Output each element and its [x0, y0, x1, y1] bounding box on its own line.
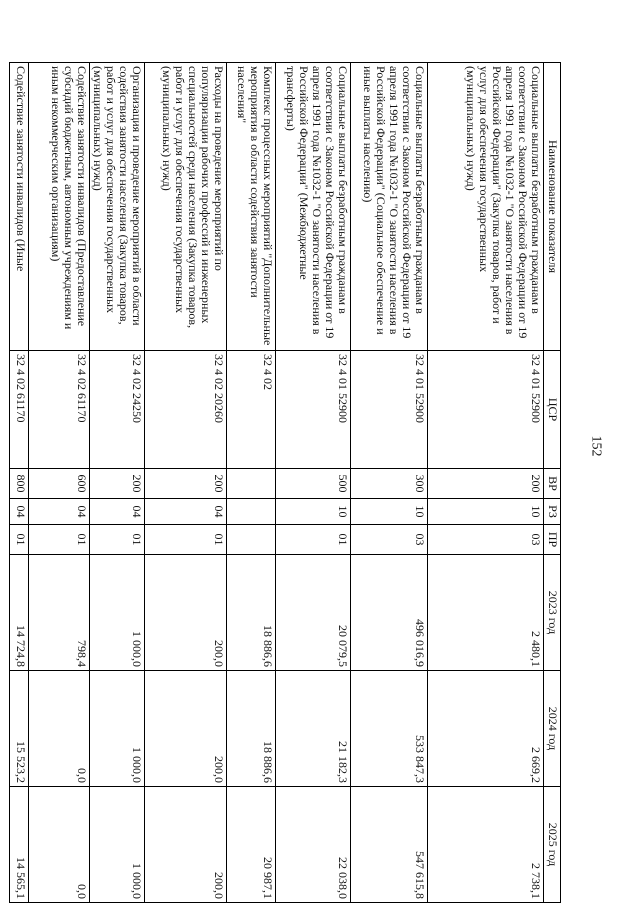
- cell-name: Социальные выплаты безработным гражданам в соответствии с Законом Российской Федерации от 19 апреля 1991 года №1032-1 "О занятости населения в Российской Федерации" (Социальное обеспечение и иные выплаты населению): [351, 63, 428, 351]
- cell-name: Содействие занятости инвалидов (Предоставление субсидий бюджетным, автономным учреждениям и иным некоммерческим организациям): [29, 63, 90, 351]
- cell-rz: 04: [145, 499, 227, 525]
- cell-rz: 10: [428, 499, 544, 525]
- cell-2024: 533 847,3: [351, 671, 428, 787]
- cell-2023: 798,4: [29, 555, 90, 671]
- cell-rz: 04: [29, 499, 90, 525]
- cell-2025: 22 038,0: [276, 787, 351, 903]
- cell-vr: 200: [428, 469, 544, 499]
- cell-2024: 200,0: [145, 671, 227, 787]
- table-row: [10, 63, 29, 903]
- cell-2023: 2 480,1: [428, 555, 544, 671]
- table-row: [276, 63, 351, 903]
- cell-name: Социальные выплаты безработным гражданам в соответствии с Законом Российской Федерации от 19 апреля 1991 года №1032-1 "О занятости населения в Российской Федерации" (Межбюджетные трансферты): [276, 63, 351, 351]
- cell-2025: 2 738,1: [428, 787, 544, 903]
- header-pr: ПР: [544, 525, 561, 555]
- cell-csr: 32 4 02 61170: [10, 351, 29, 469]
- cell-name: Комплекс процессных мероприятий "Дополнительные мероприятия в области содействия занятости населения": [227, 63, 276, 351]
- header-2023: 2023 год: [544, 555, 561, 671]
- header-name: Наименование показателя: [544, 63, 561, 351]
- header-csr: ЦСР: [544, 351, 561, 469]
- cell-pr: 01: [90, 525, 145, 555]
- cell-2025: 20 987,1: [227, 787, 276, 903]
- cell-2025: 14 565,1: [10, 787, 29, 903]
- budget-table: [9, 62, 561, 903]
- cell-2023: 1 000,0: [90, 555, 145, 671]
- header-rz: РЗ: [544, 499, 561, 525]
- table-row: [351, 63, 428, 903]
- page-number: 152: [588, 435, 604, 457]
- cell-2024: 15 523,2: [10, 671, 29, 787]
- cell-2023: 14 724,8: [10, 555, 29, 671]
- cell-vr: 200: [90, 469, 145, 499]
- cell-2024: 2 669,2: [428, 671, 544, 787]
- cell-pr: 01: [10, 525, 29, 555]
- cell-csr: 32 4 02: [227, 351, 276, 469]
- cell-2025: 547 615,8: [351, 787, 428, 903]
- cell-2025: 0,0: [29, 787, 90, 903]
- cell-name: Расходы на проведение мероприятий по популяризации рабочих профессий и инженерных специальностей среди населения (Закупка товаров, работ и услуг для обеспечения государственных (муниципальных) нужд): [145, 63, 227, 351]
- cell-rz: 04: [90, 499, 145, 525]
- cell-csr: 32 4 01 52900: [428, 351, 544, 469]
- cell-name: Организация и проведение мероприятий в области содействия занятости населения (Закупка товаров, работ и услуг для обеспечения государственных (муниципальных) нужд): [90, 63, 145, 351]
- cell-pr: 03: [351, 525, 428, 555]
- header-vr: ВР: [544, 469, 561, 499]
- cell-vr: 200: [145, 469, 227, 499]
- table-row: [29, 63, 90, 903]
- cell-vr: 800: [10, 469, 29, 499]
- cell-vr: 500: [276, 469, 351, 499]
- rotated-page-content: [14, 62, 561, 902]
- cell-vr: [227, 469, 276, 499]
- table-row: [145, 63, 227, 903]
- cell-csr: 32 4 02 61170: [29, 351, 90, 469]
- table-row: [428, 63, 544, 903]
- cell-name: Социальные выплаты безработным гражданам в соответствии с Законом Российской Федерации от 19 апреля 1991 года №1032-1 "О занятости населения в Российской Федерации" (Закупка товаров, работ и услуг для обеспечения государственных (муниципальных) нужд): [428, 63, 544, 351]
- cell-2025: 1 000,0: [90, 787, 145, 903]
- cell-pr: [227, 525, 276, 555]
- table-row: [90, 63, 145, 903]
- cell-pr: 01: [276, 525, 351, 555]
- cell-2023: 20 079,5: [276, 555, 351, 671]
- cell-csr: 32 4 02 24250: [90, 351, 145, 469]
- table-row: [227, 63, 276, 903]
- cell-2023: 200,0: [145, 555, 227, 671]
- cell-pr: 01: [29, 525, 90, 555]
- cell-pr: 01: [145, 525, 227, 555]
- cell-rz: 10: [276, 499, 351, 525]
- cell-2024: 21 182,3: [276, 671, 351, 787]
- cell-2023: 496 016,9: [351, 555, 428, 671]
- cell-csr: 32 4 01 52900: [351, 351, 428, 469]
- cell-name: Содействие занятости инвалидов (Иные: [10, 63, 29, 351]
- table-header-row: [544, 63, 561, 903]
- cell-2024: 18 886,6: [227, 671, 276, 787]
- cell-2023: 18 886,6: [227, 555, 276, 671]
- cell-rz: 04: [10, 499, 29, 525]
- header-2024: 2024 год: [544, 671, 561, 787]
- cell-csr: 32 4 02 20260: [145, 351, 227, 469]
- cell-2024: 0,0: [29, 671, 90, 787]
- cell-csr: 32 4 01 52900: [276, 351, 351, 469]
- cell-vr: 600: [29, 469, 90, 499]
- cell-pr: 03: [428, 525, 544, 555]
- cell-vr: 300: [351, 469, 428, 499]
- cell-rz: 10: [351, 499, 428, 525]
- cell-2024: 1 000,0: [90, 671, 145, 787]
- cell-rz: [227, 499, 276, 525]
- cell-2025: 200,0: [145, 787, 227, 903]
- header-2025: 2025 год: [544, 787, 561, 903]
